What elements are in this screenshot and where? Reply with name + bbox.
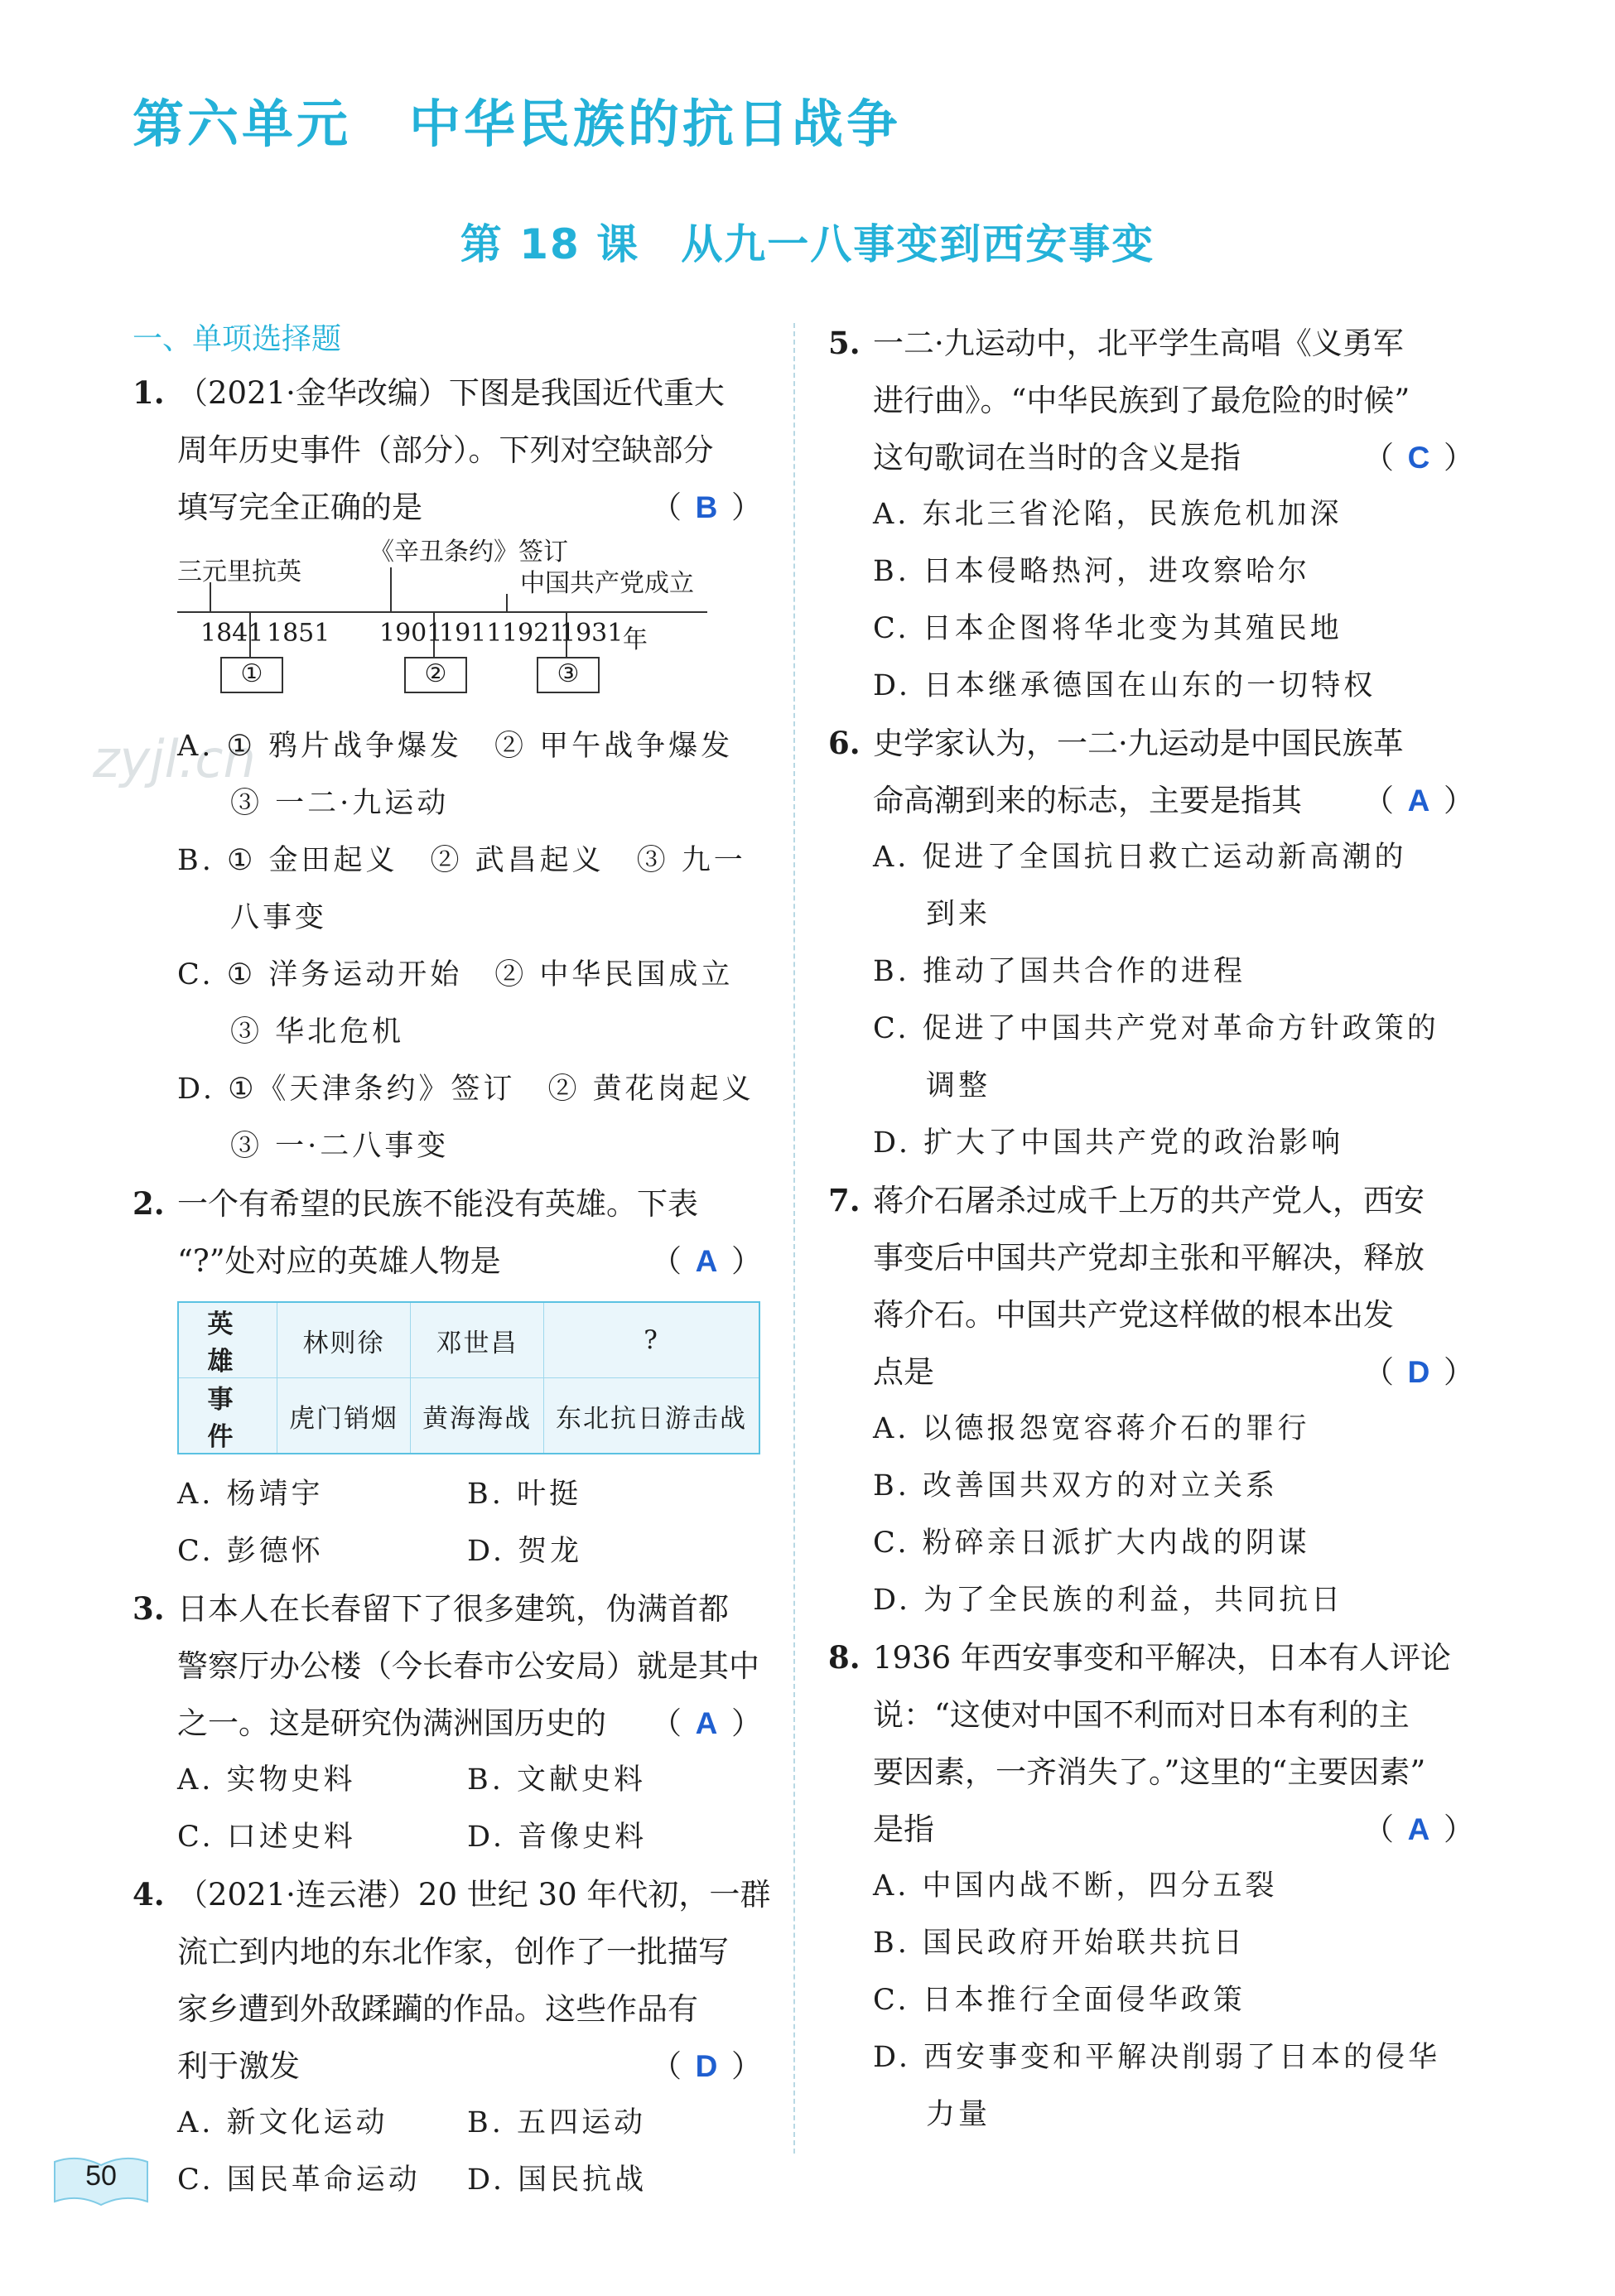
question-text: 事变后中国共产党却主张和平解决，释放	[873, 1240, 1425, 1276]
lesson-title	[0, 211, 1615, 271]
question-text: 一个有希望的民族不能没有英雄。下表	[177, 1186, 698, 1222]
unit-title	[133, 83, 901, 157]
page-number-badge	[51, 2154, 151, 2212]
option-c: C. ① 洋务运动开始 ② 中华民国成立	[177, 958, 734, 991]
question-text: 命高潮到来的标志，主要是指其	[873, 783, 1302, 818]
question-number: 8.	[828, 1639, 861, 1676]
question-text: 流亡到内地的东北作家，创作了一批描写	[177, 1934, 729, 1970]
option-a-cont: 到来	[926, 898, 991, 931]
question-text: 要因素，一齐消失了。”这里的“主要因素”	[873, 1754, 1426, 1790]
question-7	[828, 1172, 1474, 1629]
question-6	[828, 715, 1474, 1172]
unit-name: 中华民族的抗日战争	[409, 94, 902, 154]
answer-value: A	[695, 1706, 718, 1740]
lesson-label: 第 18 课	[460, 220, 640, 268]
table-cell: ?	[544, 1302, 760, 1378]
answer-bracket: （ A ）	[1363, 1801, 1474, 1858]
table-cell: 黄海海战	[411, 1378, 544, 1454]
timeline-event: 《辛丑条约》签订	[369, 538, 568, 567]
answer-bracket: （ B ）	[651, 479, 762, 536]
option-d: D. 日本继承德国在山东的一切特权	[873, 669, 1376, 702]
question-text: 家乡遭到外敌蹂躏的作品。这些作品有	[177, 1991, 698, 2027]
option-d: D. ①《天津条约》签订 ② 黄花岗起义	[177, 1073, 754, 1106]
timeline-blank: ③	[537, 657, 600, 693]
option-b-cont: 八事变	[230, 901, 328, 934]
question-text: 是指	[873, 1811, 934, 1847]
answer-bracket: （ A ）	[651, 1232, 762, 1290]
table-cell: 林则徐	[277, 1302, 411, 1378]
question-number: 6.	[828, 725, 861, 761]
timeline-unit: 年	[623, 625, 648, 654]
right-column	[828, 315, 1474, 2144]
section-heading: 一、单项选择题	[133, 322, 342, 356]
option-d: D. 为了全民族的利益，共同抗日	[873, 1584, 1344, 1617]
question-3	[133, 1580, 762, 1866]
option-a-cont: ③ 一二·九运动	[230, 787, 450, 820]
column-divider	[793, 323, 795, 2154]
question-text: 蒋介石。中国共产党这样做的根本出发	[873, 1297, 1394, 1333]
option-b: B. 文献史料	[467, 1763, 646, 1797]
question-number: 3.	[133, 1590, 165, 1627]
timeline-event: 中国共产党成立	[520, 569, 694, 598]
answer-value: B	[695, 490, 718, 524]
answer-value: A	[1407, 784, 1430, 818]
option-c-cont: 调整	[926, 1069, 991, 1102]
option-a: A. ① 鸦片战争爆发 ② 甲午战争爆发	[177, 730, 734, 763]
option-d: D. 扩大了中国共产党的政治影响	[873, 1126, 1344, 1160]
question-text: 1936 年西安事变和平解决，日本有人评论	[873, 1640, 1451, 1676]
option-c: C. 口述史料	[177, 1821, 356, 1854]
left-column	[133, 315, 771, 2209]
question-text: 利于激发	[177, 2048, 300, 2084]
answer-bracket: （ D ）	[1363, 1343, 1474, 1401]
question-number: 4.	[133, 1876, 165, 1913]
timeline-year: 1931	[560, 619, 624, 648]
question-8	[828, 1629, 1474, 2144]
question-text: 史学家认为，一二·九运动是中国民族革	[873, 726, 1404, 761]
question-text: （2021·金华改编）下图是我国近代重大	[177, 375, 725, 411]
option-c: C. 促进了中国共产党对革命方针政策的	[873, 1012, 1439, 1045]
question-text: 之一。这是研究伪满洲国历史的	[177, 1705, 606, 1741]
answer-bracket: （ A ）	[1363, 772, 1474, 829]
option-b: B. 改善国共双方的对立关系	[873, 1469, 1278, 1503]
table-cell: 邓世昌	[411, 1302, 544, 1378]
timeline-year: 1901	[379, 619, 443, 648]
timeline-blank: ①	[220, 657, 283, 693]
option-c: C. 彭德怀	[177, 1535, 324, 1568]
question-4	[133, 1866, 771, 2209]
question-number: 2.	[133, 1185, 165, 1222]
question-text: “?”处对应的英雄人物是	[177, 1243, 501, 1279]
timeline-figure	[177, 536, 762, 718]
question-text: 警察厅办公楼（今长春市公安局）就是其中	[177, 1648, 759, 1684]
option-a: A. 实物史料	[177, 1763, 356, 1797]
timeline-event: 三元里抗英	[177, 557, 301, 586]
question-text: 这句歌词在当时的含义是指	[873, 440, 1241, 475]
option-b: B. 日本侵略热河，进攻察哈尔	[873, 555, 1310, 588]
timeline-year: 1921	[502, 619, 566, 648]
option-b: B. ① 金田起义 ② 武昌起义 ③ 九一	[177, 844, 746, 877]
answer-bracket: （ C ）	[1363, 429, 1474, 486]
unit-label: 第六单元	[133, 94, 352, 154]
option-c: C. 粉碎亲日派扩大内战的阴谋	[873, 1527, 1310, 1560]
question-1	[133, 364, 762, 1175]
question-number: 1.	[133, 374, 165, 411]
page-number: 50	[85, 2160, 117, 2192]
answer-bracket: （ A ）	[651, 1695, 762, 1752]
option-c: C. 日本推行全面侵华政策	[873, 1984, 1246, 2017]
option-a: A. 杨靖宇	[177, 1478, 324, 1511]
timeline-year: 1851	[267, 619, 330, 648]
table-row	[178, 1302, 759, 1378]
option-b: B. 推动了国共合作的进程	[873, 955, 1246, 988]
timeline-year: 1911	[439, 619, 503, 648]
option-a: A. 以德报怨宽容蒋介石的罪行	[873, 1412, 1310, 1445]
question-number: 7.	[828, 1182, 861, 1218]
answer-value: D	[695, 2049, 718, 2083]
option-a: A. 新文化运动	[177, 2106, 388, 2139]
table-header: 事件	[178, 1378, 277, 1454]
question-5	[828, 315, 1474, 715]
option-a: A. 促进了全国抗日救亡运动新高潮的	[873, 841, 1407, 874]
question-2	[133, 1175, 762, 1580]
answer-bracket: （ D ）	[651, 2038, 762, 2095]
answer-value: C	[1407, 441, 1430, 475]
option-d: D. 音像史料	[467, 1821, 648, 1854]
timeline-year: 1841	[200, 619, 264, 648]
question-text: 蒋介石屠杀过成千上万的共产党人，西安	[873, 1183, 1425, 1218]
option-b: B. 叶挺	[467, 1478, 581, 1511]
table-header: 英雄	[178, 1302, 277, 1378]
option-d: D. 国民抗战	[467, 2163, 648, 2197]
table-row	[178, 1378, 759, 1454]
answer-value: A	[1407, 1812, 1430, 1846]
watermark: zyjl.cn	[93, 729, 256, 789]
question-number: 5.	[828, 325, 861, 361]
hero-table	[177, 1301, 760, 1454]
question-text: 点是	[873, 1354, 934, 1390]
lesson-name: 从九一八事变到西安事变	[681, 220, 1155, 268]
question-text: 填写完全正确的是	[177, 490, 422, 525]
table-cell: 虎门销烟	[277, 1378, 411, 1454]
question-text: 说：“这使对中国不利而对日本有利的主	[873, 1697, 1410, 1733]
table-cell: 东北抗日游击战	[544, 1378, 760, 1454]
option-d-cont: 力量	[926, 2098, 991, 2131]
answer-value: A	[695, 1244, 718, 1278]
option-a: A. 中国内战不断，四分五裂	[873, 1869, 1278, 1903]
question-text: 日本人在长春留下了很多建筑，伪满首都	[177, 1591, 729, 1627]
option-c-cont: ③ 华北危机	[230, 1015, 405, 1049]
timeline-blank: ②	[404, 657, 467, 693]
question-text: 周年历史事件（部分）。下列对空缺部分	[177, 432, 714, 468]
option-c: C. 日本企图将华北变为其殖民地	[873, 612, 1343, 645]
question-text: 一二·九运动中，北平学生高唱《义勇军	[873, 326, 1404, 361]
option-d-cont: ③ 一·二八事变	[230, 1130, 450, 1163]
option-b: B. 国民政府开始联共抗日	[873, 1927, 1246, 1960]
option-b: B. 五四运动	[467, 2106, 646, 2139]
question-text: （2021·连云港）20 世纪 30 年代初，一群	[177, 1877, 771, 1913]
option-d: D. 贺龙	[467, 1535, 583, 1568]
answer-value: D	[1407, 1355, 1430, 1389]
option-c: C. 国民革命运动	[177, 2163, 421, 2197]
option-d: D. 西安事变和平解决削弱了日本的侵华	[873, 2041, 1441, 2074]
option-a: A. 东北三省沦陷，民族危机加深	[873, 498, 1343, 531]
question-text: 进行曲》。“中华民族到了最危险的时候”	[873, 383, 1410, 418]
